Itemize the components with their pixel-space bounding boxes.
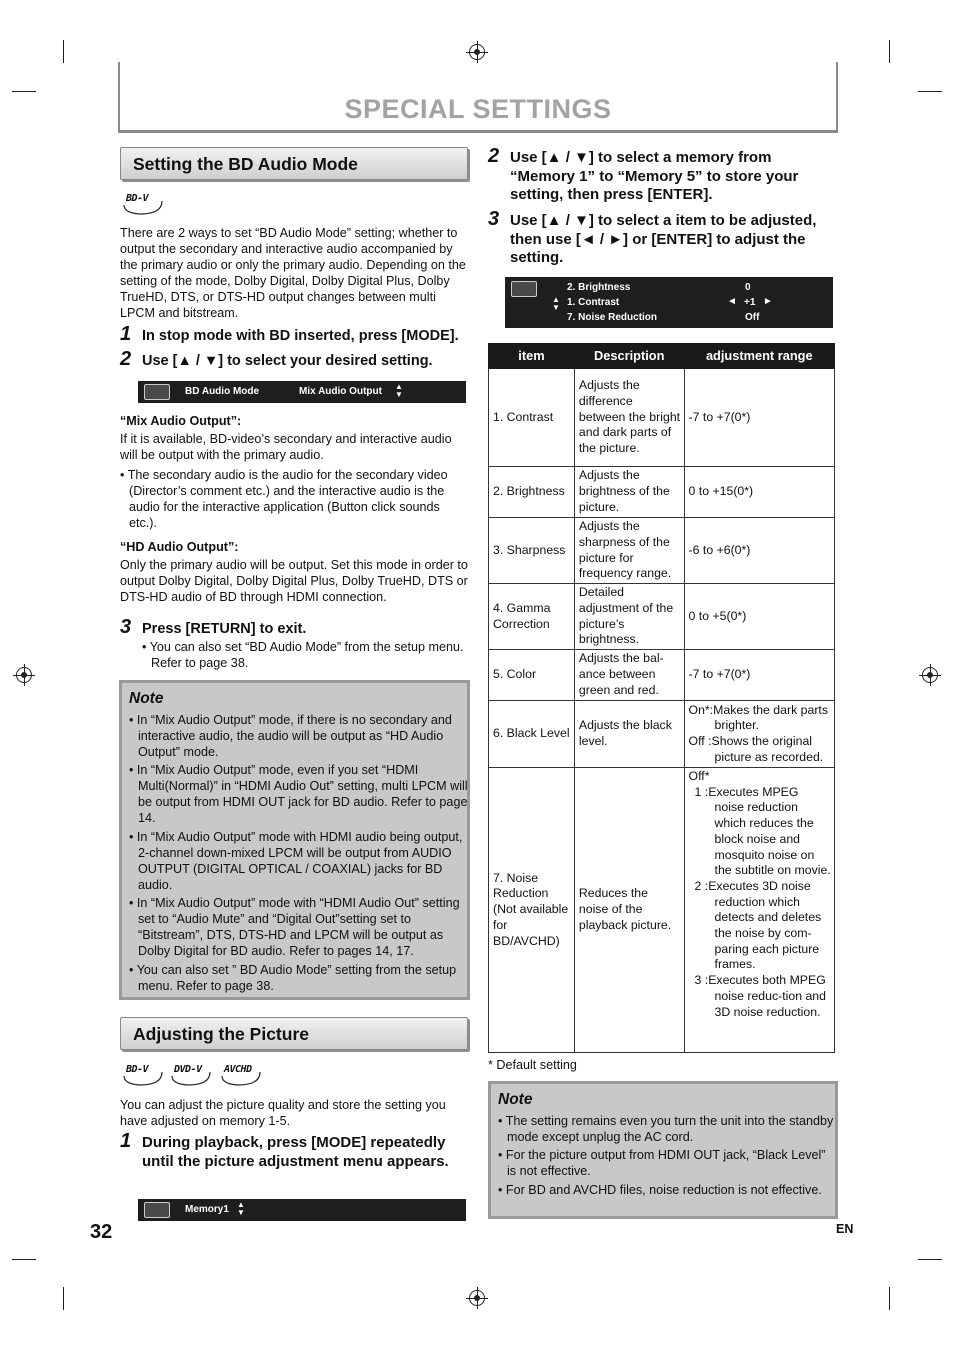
range-line: On*:Makes the dark parts brighter.: [688, 702, 828, 733]
section-heading-bd-audio: Setting the BD Audio Mode: [120, 147, 468, 180]
step-3-instruction: Press [RETURN] to exit.: [142, 621, 307, 637]
mix-audio-text: If it is available, BD-video’s secondary and interactive audio will be output with the primary audio.: [120, 432, 452, 462]
picture-step-2-instruction: Use [▲ / ▼] to select a memory from “Memory 1” to “Memory 5” to store your setting, then press [ENTER].: [510, 149, 799, 203]
table-cell-range: -7 to +7(0*): [684, 369, 834, 467]
osd-value: Mix Audio Output: [299, 386, 382, 397]
registration-mark-icon: [469, 44, 485, 60]
table-cell-desc: Adjusts the difference between the bright and dark parts of the picture.: [574, 369, 684, 467]
note-item: • In “Mix Audio Output” mode, if there is no secondary and interactive audio, the audio will be output as “HD Audio Output” mode.: [129, 713, 452, 759]
range-line: 1 :Executes MPEG noise reduction which reduces the block noise and mosquito noise on the subtitle on movie.: [694, 784, 831, 878]
updown-arrow-icon: ▲ ▼: [552, 295, 560, 312]
table-cell-desc: Adjusts the black level.: [574, 701, 684, 768]
osd-row-value: 0: [745, 282, 751, 293]
crop-mark: [63, 1287, 64, 1310]
bd-audio-intro: There are 2 ways to set “BD Audio Mode” setting; whether to output the secondary and interactive audio accompanied by the primary audio or only the primary audio. Depending on the setting of the mode, Dolby Digital, Dolby Digital Plus, Dolby TrueHD, DTS, or DTS-HD output changes between multi LPCM and bitstream.: [120, 226, 466, 320]
table-cell-range: 0 to +15(0*): [684, 467, 834, 518]
note-item: • You can also set ” BD Audio Mode” setting from the setup menu. Refer to page 38.: [129, 963, 457, 993]
left-arrow-icon: ◄: [727, 296, 737, 307]
note-box-picture: [488, 1081, 838, 1219]
step-number: 1: [120, 323, 132, 345]
picture-intro: You can adjust the picture quality and store the setting you have adjusted on memory 1-5.: [120, 1098, 446, 1128]
updown-arrow-icon: ▲ ▼: [395, 382, 403, 399]
osd-bd-audio-mode: [138, 381, 466, 403]
picture-adjust-icon: [511, 281, 537, 297]
note-item: • The setting remains even you turn the unit into the standby mode except unplug the AC cord.: [498, 1114, 834, 1144]
section-heading-adjust-picture: Adjusting the Picture: [120, 1017, 468, 1050]
note-box-bd-audio: [119, 680, 470, 1000]
crop-mark: [12, 1259, 36, 1260]
crop-mark: [12, 91, 36, 92]
table-cell-range: 0 to +5(0*): [684, 584, 834, 650]
step-number: 1: [120, 1130, 132, 1152]
table-row: [489, 584, 835, 650]
table-cell-item: 5. Color: [489, 650, 575, 701]
mix-audio-bullet: • The secondary audio is the audio for the secondary video (Director’s comment etc.) and the interactive audio is the audio for the interactive application (Button click sounds etc.).: [120, 468, 448, 530]
table-row: [489, 369, 835, 467]
page-title: SPECIAL SETTINGS: [344, 94, 612, 124]
disc-badge-dvd-v: DVD-V: [168, 1064, 214, 1084]
step-number: 2: [120, 348, 132, 370]
registration-mark-icon: [469, 1290, 485, 1306]
crop-mark: [63, 40, 64, 63]
note-item: • In “Mix Audio Output” mode, even if you set “HDMI Multi(Normal)” in “HDMI Audio Out” setting, multi LPCM will be output from HDMI OUT jack for BD audio. Refer to page 14.: [129, 763, 468, 825]
step-3-bullet: • You can also set “BD Audio Mode” from the setup menu. Refer to page 38.: [142, 640, 464, 670]
note-item: • In “Mix Audio Output” mode with HDMI audio being output, 2-channel down-mixed LPCM will be output from AUDIO OUTPUT (DIGITAL OPTICAL / COAXIAL) jacks for BD audio.: [129, 830, 463, 892]
osd-memory: [138, 1199, 466, 1221]
table-row: [489, 701, 835, 768]
picture-adjust-icon: [144, 1202, 170, 1218]
step-2-instruction: Use [▲ / ▼] to select your desired setting.: [142, 353, 433, 369]
mix-audio-heading: “Mix Audio Output”:: [120, 414, 242, 428]
table-cell-range: -6 to +6(0*): [684, 518, 834, 584]
table-cell-range: [684, 701, 834, 768]
osd-row-label: 2. Brightness: [567, 282, 631, 293]
table-row: [489, 518, 835, 584]
range-line: Off :Shows the original picture as recorded.: [688, 734, 824, 764]
hd-audio-text: Only the primary audio will be output. Set this mode in order to output Dolby Digital, Dolby Digital Plus, Dolby TrueHD, DTS or DTS-HD audio of BD through HDMI connection.: [120, 558, 468, 604]
osd-memory-value: Memory1: [185, 1204, 229, 1215]
range-line: 2 :Executes 3D noise reduction which detects and deletes the noise by com-paring each picture frames.: [694, 878, 822, 972]
table-row: [489, 650, 835, 701]
page-number: 32: [90, 1221, 113, 1243]
table-cell-desc: Detailed adjustment of the picture’s brightness.: [574, 584, 684, 650]
table-row: [489, 768, 835, 1053]
table-cell-desc: Reduces the noise of the playback picture.: [574, 768, 684, 1053]
table-cell-item: 7. Noise Reduction (Not available for BD/AVCHD): [489, 768, 575, 1053]
updown-arrow-icon: ▲ ▼: [237, 1200, 245, 1217]
note-item: • In “Mix Audio Output” mode with “HDMI Audio Out” setting set to “Audio Mute” and “Digital Out”setting set to “Bitstream”, DTS, DTS-HD and LPCM will be output as Dolby Digital for BD audio. Refer to pages 14, 17.: [129, 896, 460, 958]
range-line: 3 :Executes both MPEG noise reduc-tion and 3D noise reduction.: [694, 973, 826, 1019]
table-cell-desc: Adjusts the bal-ance between green and red.: [574, 650, 684, 701]
table-footnote: * Default setting: [488, 1058, 577, 1072]
table-cell-item: 6. Black Level: [489, 701, 575, 768]
table-header: Description: [574, 344, 684, 369]
speaker-info-icon: [144, 384, 170, 400]
table-header-row: [489, 344, 835, 369]
step-number: 3: [488, 208, 500, 230]
table-cell-desc: Adjusts the brightness of the picture.: [574, 467, 684, 518]
osd-row-label: 1. Contrast: [567, 297, 620, 308]
table-header: adjustment range: [684, 344, 834, 369]
note-item: • For BD and AVCHD files, noise reduction is not effective.: [498, 1183, 822, 1197]
table-cell-item: 4. Gamma Correction: [489, 584, 575, 650]
right-arrow-icon: ►: [763, 296, 773, 307]
disc-badge-bd-v: BD-V: [120, 193, 166, 213]
registration-mark-icon: [16, 667, 32, 683]
table-cell-range: -7 to +7(0*): [684, 650, 834, 701]
table-cell-range: [684, 768, 834, 1053]
note-item: • For the picture output from HDMI OUT jack, “Black Level” is not effective.: [498, 1148, 826, 1178]
language-tag: EN: [836, 1222, 854, 1236]
disc-badge-avchd: AVCHD: [218, 1064, 264, 1084]
step-1-instruction: In stop mode with BD inserted, press [MODE].: [142, 328, 459, 344]
crop-mark: [918, 91, 942, 92]
picture-step-1-instruction: During playback, press [MODE] repeatedly until the picture adjustment menu appears.: [142, 1134, 449, 1170]
disc-badge-bd-v: BD-V: [120, 1064, 166, 1084]
osd-label: BD Audio Mode: [185, 386, 260, 397]
osd-picture-adjust: [505, 277, 833, 328]
osd-row-label: 7. Noise Reduction: [567, 312, 658, 323]
step-number: 2: [488, 145, 500, 167]
crop-mark: [889, 1287, 890, 1310]
adjustment-table: [488, 343, 835, 1053]
crop-mark: [918, 1259, 942, 1260]
hd-audio-heading: “HD Audio Output”:: [120, 540, 239, 554]
note-title: Note: [498, 1091, 533, 1108]
crop-mark: [889, 40, 890, 63]
table-header: item: [489, 344, 575, 369]
note-title: Note: [129, 690, 164, 707]
table-row: [489, 467, 835, 518]
table-cell-item: 1. Contrast: [489, 369, 575, 467]
registration-mark-icon: [922, 667, 938, 683]
osd-row-value: +1: [744, 297, 756, 308]
table-cell-item: 3. Sharpness: [489, 518, 575, 584]
table-cell-item: 2. Brightness: [489, 467, 575, 518]
osd-row-value: Off: [745, 312, 760, 323]
step-number: 3: [120, 616, 132, 638]
picture-step-3-instruction: Use [▲ / ▼] to select a item to be adjusted, then use [◄ / ►] or [ENTER] to adjust the setting.: [510, 212, 817, 266]
range-line: Off*: [688, 769, 710, 783]
table-cell-desc: Adjusts the sharpness of the picture for frequency range.: [574, 518, 684, 584]
